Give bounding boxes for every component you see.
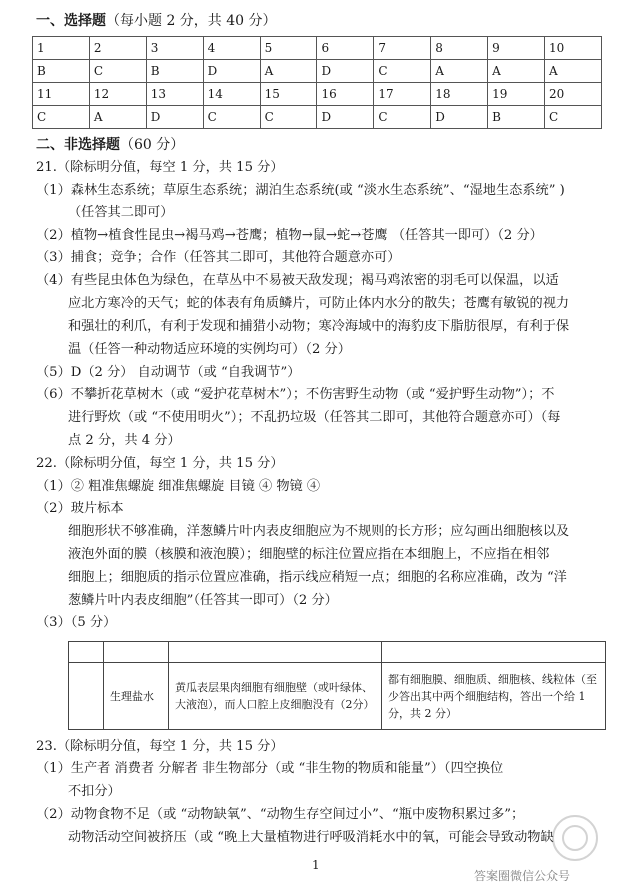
table-cell: 19 (488, 83, 545, 106)
table-cell: C (374, 60, 431, 83)
table-cell: 10 (545, 37, 602, 60)
table-cell: 4 (203, 37, 260, 60)
q21-1-note: （任答其二即可） (68, 205, 174, 220)
table-cell: D (317, 60, 374, 83)
section2-note: （60 分） (120, 137, 185, 153)
table-cell: B (488, 106, 545, 129)
table-cell: B (33, 60, 90, 83)
table-cell: C (260, 106, 317, 129)
table-cell: C (374, 106, 431, 129)
q21-4-line: 应北方寒冷的天气；蛇的体表有角质鳞片，可防止体内水分的散失；苍鹰有敏锐的视力 (68, 296, 570, 311)
q21-5-line: （5）D（2 分） 自动调节（或 “自我调节”） (36, 365, 301, 380)
table-cell: C (203, 106, 260, 129)
table-cell (104, 642, 169, 663)
q22-2-line: （2）玻片标本 (36, 501, 124, 516)
q23-2-line: 动物活动空间被挤压（或 “晚上大量植物进行呼吸消耗水中的氧，可能会导致动物缺 (68, 830, 554, 845)
q21-6-line: 进行野炊（或 “不使用明火”）；不乱扔垃圾（任答其二即可，其他符合题意亦可）（每 (68, 410, 561, 425)
q22-3-line: （3）（5 分） (36, 615, 117, 630)
table-cell: C (33, 106, 90, 129)
q21-4-line: 和强壮的利爪，有利于发现和捕猎小动物；寒冷海域中的海豹皮下脂肪很厚，有利于保 (68, 319, 570, 334)
watermark-text: 答案圈微信公众号 (474, 869, 571, 883)
table-cell: 14 (203, 83, 260, 106)
q22-2-line: 葱鳞片叶内表皮细胞”（任答其一即可）（2 分） (68, 593, 338, 608)
table-cell: 17 (374, 83, 431, 106)
section1-note: （每小题 2 分，共 40 分） (106, 13, 277, 29)
table-cell: 15 (260, 83, 317, 106)
table-cell: C (545, 106, 602, 129)
table-cell: A (260, 60, 317, 83)
table-cell: C (89, 60, 146, 83)
page-number: 1 (312, 858, 320, 872)
table-cell (69, 642, 104, 663)
table-row (33, 106, 602, 129)
table-cell (382, 642, 606, 663)
q21-6-line: 点 2 分，共 4 分） (68, 433, 181, 448)
q23-header: 23.（除标明分值，每空 1 分，共 15 分） (36, 739, 284, 754)
q22-1-line: （1）② 粗准焦螺旋 细准焦螺旋 目镜 ④ 物镜 ④ (36, 479, 321, 494)
table-cell: 6 (317, 37, 374, 60)
q22-header: 22.（除标明分值，每空 1 分，共 15 分） (36, 456, 284, 471)
section2-title: 二、非选择题 (36, 137, 120, 153)
table-cell-label: 生理盐水 (104, 663, 169, 730)
table-cell: 8 (431, 37, 488, 60)
q21-1-line: （1）森林生态系统；草原生态系统；湖泊生态系统(或 “淡水生态系统”、“湿地生态系统” ) (36, 183, 565, 198)
table-cell: 5 (260, 37, 317, 60)
q21-4-line: （4）有些昆虫体色为绿色，在草丛中不易被天敌发现；褐马鸡浓密的羽毛可以保温，以适 (36, 273, 559, 288)
table-cell: 1 (33, 37, 90, 60)
answer-table (32, 36, 602, 129)
table-cell-similarity: 都有细胞膜、细胞质、细胞核、线粒体（至少答出其中两个细胞结构，答出一个给 1 分，共 2 分） (382, 663, 606, 730)
table-cell-difference: 黄瓜表层果肉细胞有细胞壁（或叶绿体、大液泡），而人口腔上皮细胞没有（2分） (169, 663, 382, 730)
section1-heading (36, 10, 277, 30)
section2-heading (36, 134, 184, 154)
q22-2-line: 细胞形状不够准确，洋葱鳞片叶内表皮细胞应为不规则的长方形；应勾画出细胞核以及 (68, 524, 570, 539)
table-cell (169, 642, 382, 663)
q21-2-line: （2）植物→植食性昆虫→褐马鸡→苍鹰；植物→鼠→蛇→苍鹰 （任答其一即可）（2 分） (36, 228, 543, 243)
table-cell: A (488, 60, 545, 83)
comparison-table (68, 641, 606, 730)
section1-title: 一、选择题 (36, 13, 106, 29)
watermark-logo (470, 800, 610, 886)
q21-4-line: 温（任答一种动物适应环境的实例均可）（2 分） (68, 342, 351, 357)
table-cell: 13 (146, 83, 203, 106)
q21-3-line: （3）捕食；竞争；合作（任答其二即可，其他符合题意亦可） (36, 250, 401, 265)
table-cell: D (146, 106, 203, 129)
table-cell: A (545, 60, 602, 83)
q22-2-line: 细胞上；细胞质的指示位置应准确，指示线应稍短一点；细胞的名称应准确，改为 “洋 (68, 570, 567, 585)
table-cell: 18 (431, 83, 488, 106)
table-cell: 12 (89, 83, 146, 106)
q21-header: 21.（除标明分值，每空 1 分，共 15 分） (36, 160, 284, 175)
table-cell: 11 (33, 83, 90, 106)
table-cell: 2 (89, 37, 146, 60)
q22-2-line: 液泡外面的膜（核膜和液泡膜）；细胞壁的标注位置应指在本细胞上，不应指在相邻 (68, 547, 550, 562)
table-cell: 3 (146, 37, 203, 60)
table-cell: A (89, 106, 146, 129)
table-cell: 7 (374, 37, 431, 60)
q23-1-line: （1）生产者 消费者 分解者 非生物部分（或 “非生物的物质和能量”）（四空换位 (36, 761, 504, 776)
table-cell: 9 (488, 37, 545, 60)
table-row (69, 642, 606, 663)
table-cell: D (431, 106, 488, 129)
table-row (33, 83, 602, 106)
table-row (33, 60, 602, 83)
table-cell: D (203, 60, 260, 83)
table-cell: A (431, 60, 488, 83)
table-cell (69, 663, 104, 730)
table-cell: D (317, 106, 374, 129)
q23-2-line: （2）动物食物不足（或 “动物缺氧”、“动物生存空间过小”、“瓶中废物积累过多”； (36, 807, 525, 822)
q23-1-note: 不扣分） (68, 784, 121, 799)
table-cell: B (146, 60, 203, 83)
table-cell: 16 (317, 83, 374, 106)
table-cell: 20 (545, 83, 602, 106)
q21-6-line: （6）不攀折花草树木（或 “爱护花草树木”）；不伤害野生动物（或 “爱护野生动物”）；不 (36, 387, 555, 402)
table-row (33, 37, 602, 60)
table-row (69, 663, 606, 730)
